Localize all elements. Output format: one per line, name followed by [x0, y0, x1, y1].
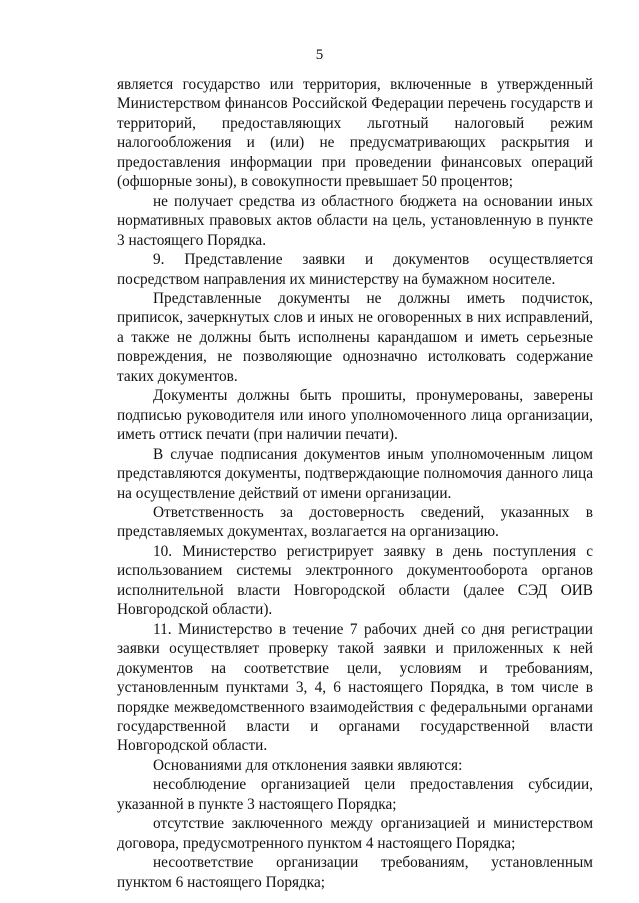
paragraph-rejection-ground-requirements: несоответствие организации требованиям, установленным пунктом 6 настоящего Порядка; [117, 854, 593, 891]
paragraph-offshore-share: является государство или территория, включенные в утвержденный Министерством финансов Российской Федерации перечень государств и территорий, предоставляющих льготный налоговый режим налогообложения и (или) не предусматривающих раскрытия и предоставления информации при проведении финансовых операций (офшорные зоны), в совокупности превышает 50 процентов; [117, 76, 593, 191]
document-body [117, 75, 593, 892]
paragraph-authorized-person: В случае подписания документов иным уполномоченным лицом представляются документы, подтверждающие полномочия данного лица на осуществление действий от имени организации. [117, 445, 593, 502]
paragraph-rejection-grounds-heading: Основаниями для отклонения заявки являются: [153, 756, 463, 774]
paragraph-item-9: 9. Представление заявки и документов осуществляется посредством направления их министерству на бумажном носителе. [117, 251, 593, 288]
paragraph-rejection-ground-goal: несоблюдение организацией цели предоставления субсидии, указанной в пункте 3 настоящего Порядка; [117, 776, 593, 813]
page-number: 5 [315, 47, 324, 63]
paragraph-responsibility: Ответственность за достоверность сведений, указанных в представляемых документах, возлагается на организацию. [117, 503, 593, 541]
paragraph-item-10: 10. Министерство регистрирует заявку в день поступления с использованием системы электронного документооборота органов исполнительной власти Новгородской области (далее СЭД ОИВ Новгородской области). [117, 542, 593, 619]
paragraph-document-requirements: Представленные документы не должны иметь подчисток, приписок, зачеркнутых слов и иных не оговоренных в них исправлений, а также не должны быть исполнены карандашом и иметь серьезные повреждения, не позволяющие однозначно истолковать содержание таких документов. [117, 289, 593, 385]
paragraph-document-binding: Документы должны быть прошиты, пронумерованы, заверены подписью руководителя или иного уполномоченного лица организации, иметь оттиск печати (при наличии печати). [117, 387, 593, 444]
paragraph-rejection-ground-contract: отсутствие заключенного между организацией и министерством договора, предусмотренного пунктом 4 настоящего Порядка; [117, 815, 593, 852]
paragraph-item-11: 11. Министерство в течение 7 рабочих дней со дня регистрации заявки осуществляет проверку такой заявки и приложенных к ней документов на соответствие цели, условиям и требованиям, установленным пунктами 3, 4, 6 настоящего Порядка, в том числе в порядке межведомственного взаимодействия с федеральными органами государственной власти и органами государственной власти Новгородской области. [117, 620, 593, 755]
paragraph-budget-funds: не получает средства из областного бюджета на основании иных нормативных правовых актов области на цель, установленную в пункте 3 настоящего Порядка. [117, 192, 593, 249]
